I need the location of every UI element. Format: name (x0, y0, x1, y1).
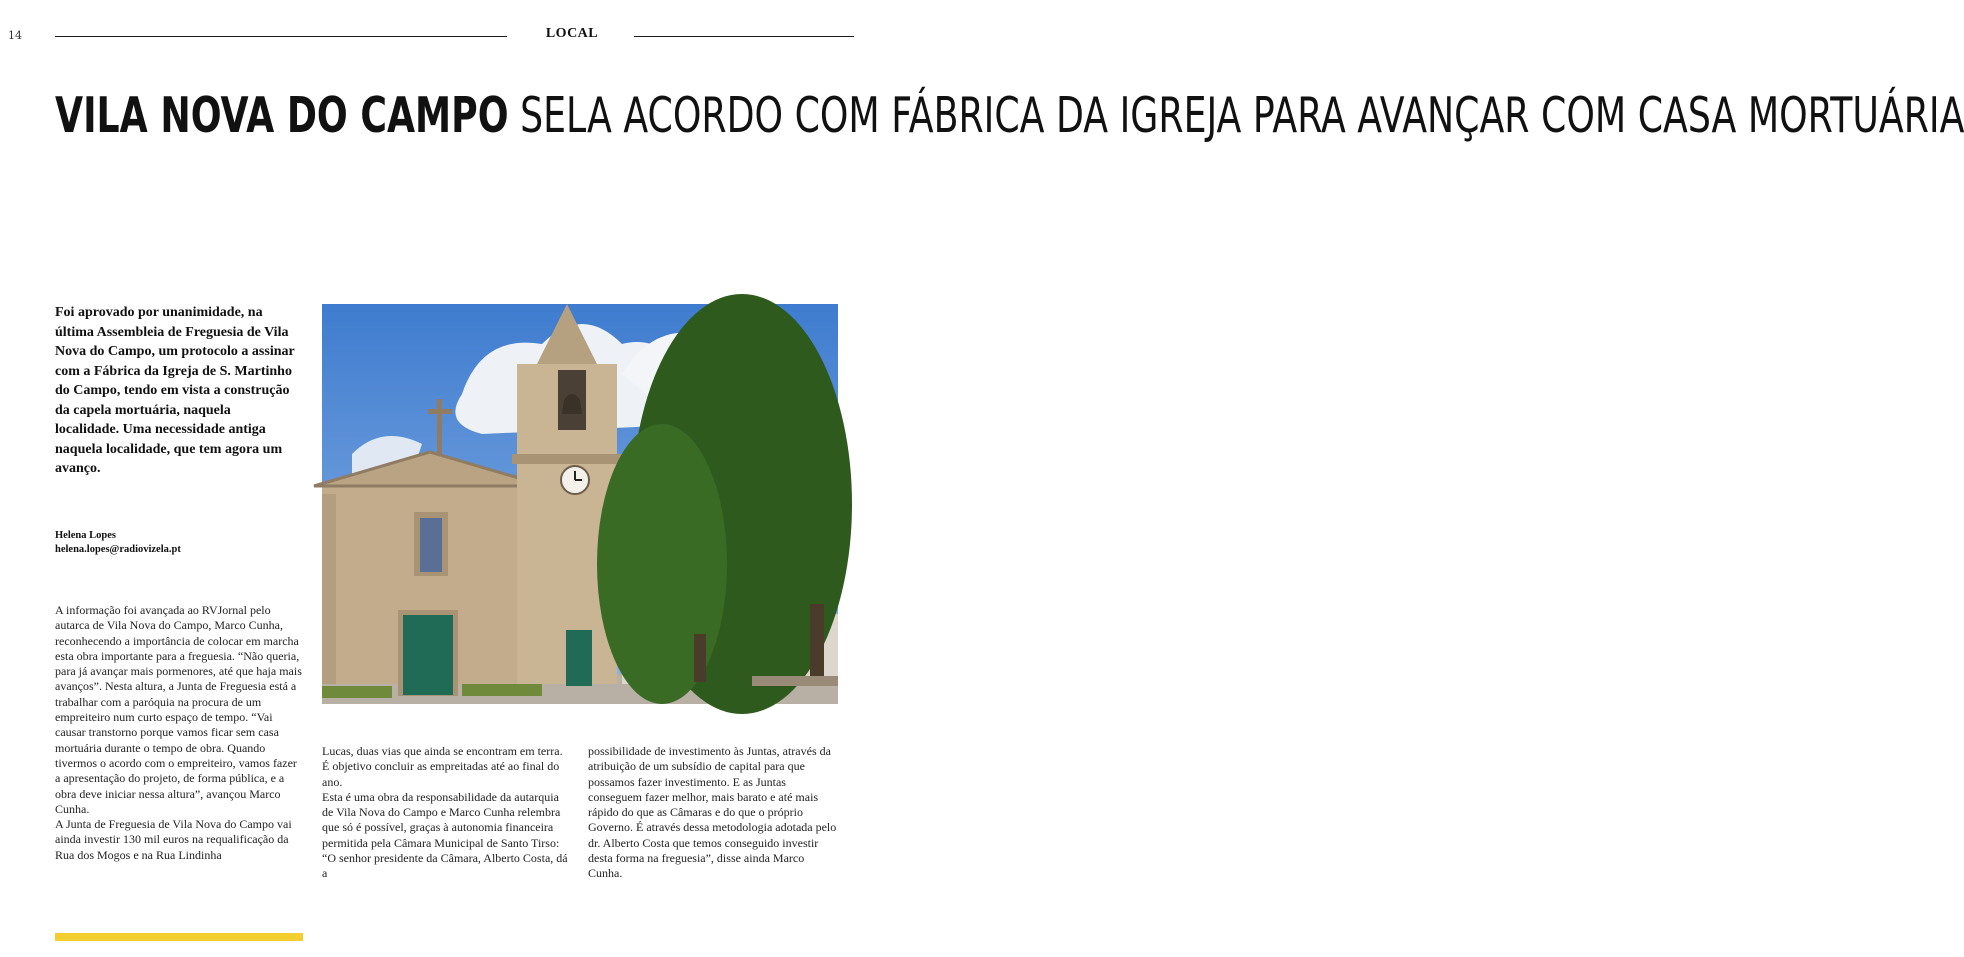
accent-bar (55, 933, 303, 941)
cross-bar (428, 409, 452, 414)
body-column-1 (55, 603, 303, 863)
body-paragraph: A Junta de Freguesia de Vila Nova do Campo vai ainda investir 130 mil euros na requalificação da Rua dos Mogos e na Rua Lindinha (55, 817, 292, 862)
body-paragraph: possibilidade de investimento às Juntas, através da atribuição de um subsídio de capital para que possamos fazer investimento. E as Juntas conseguem fazer melhor, mais barato e até mais rápido do que as Câmaras e do que o próprio Governo. É através dessa metodologia adotada pelo dr. Alberto Costa que temos conseguido investir desta forma na freguesia”, disse ainda Marco Cunha. (588, 744, 837, 881)
author-name: Helena Lopes (55, 530, 116, 541)
body-paragraph: Lucas, duas vias que ainda se encontram em terra. É objetivo concluir as empreitadas até ao final do ano. (322, 744, 563, 789)
body-column-2 (322, 744, 570, 882)
page-number: 14 (8, 29, 22, 42)
stained-window (420, 518, 442, 572)
cross-post (437, 399, 442, 454)
main-door (403, 615, 453, 695)
article-headline (55, 87, 1964, 144)
headline-rest: SELA ACORDO COM FÁBRICA DA IGREJA PARA AVANÇAR COM CASA MORTUÁRIA (508, 87, 1964, 144)
body-paragraph: A informação foi avançada ao RVJornal pelo autarca de Vila Nova do Campo, Marco Cunha, reconhecendo a importância de colocar em marcha esta obra importante para a freguesia. “Não queria, para já avançar mais pormenores, até que haja mais avanços”. Nesta altura, a Junta de Freguesia está a trabalhar com a paróquia na procura de um empreiteiro num curto espaço de tempo. “Vai causar transtorno porque vamos ficar sem casa mortuária durante o tempo de obra. Quando tivermos o acordo com o empreiteiro, vamos fazer a apresentação do projeto, de forma pública, e a obra deve iniciar nessa altura”, avançou Marco Cunha. (55, 603, 302, 816)
body-paragraph: Esta é uma obra da responsabilidade da autarquia de Vila Nova do Campo e Marco Cunha relembra que só é possível, graças à autonomia financeira permitida pela Câmara Municipal de Santo Tirso: “O senhor presidente da Câmara, Alberto Costa, dá a (322, 789, 568, 881)
header-rule-right (634, 36, 854, 37)
facade-pilaster (322, 494, 336, 684)
tree (597, 424, 727, 704)
lead-paragraph: Foi aprovado por unanimidade, na última Assembleia de Freguesia de Vila Nova do Campo, um protocolo a assinar com a Fábrica da Igreja de S. Martinho do Campo, tendo em vista a construção da capela mortuária, naquela localidade. Uma necessidade antiga naquela localidade, que tem agora um avanço. (55, 305, 295, 476)
flower-bed (322, 686, 392, 698)
header-rule-left (55, 36, 507, 37)
bench (752, 676, 838, 686)
section-label: LOCAL (545, 26, 599, 41)
body-column-3 (588, 744, 840, 882)
tree-trunk (694, 634, 706, 682)
tower-belfry-band (512, 454, 622, 464)
author-email[interactable]: helena.lopes@radiovizela.pt (55, 544, 181, 555)
tree-trunk (810, 604, 824, 684)
side-door (566, 630, 592, 686)
flower-bed (462, 684, 542, 696)
byline (55, 529, 295, 557)
church-photo (322, 304, 838, 704)
headline-bold: VILA NOVA DO CAMPO (55, 87, 509, 144)
